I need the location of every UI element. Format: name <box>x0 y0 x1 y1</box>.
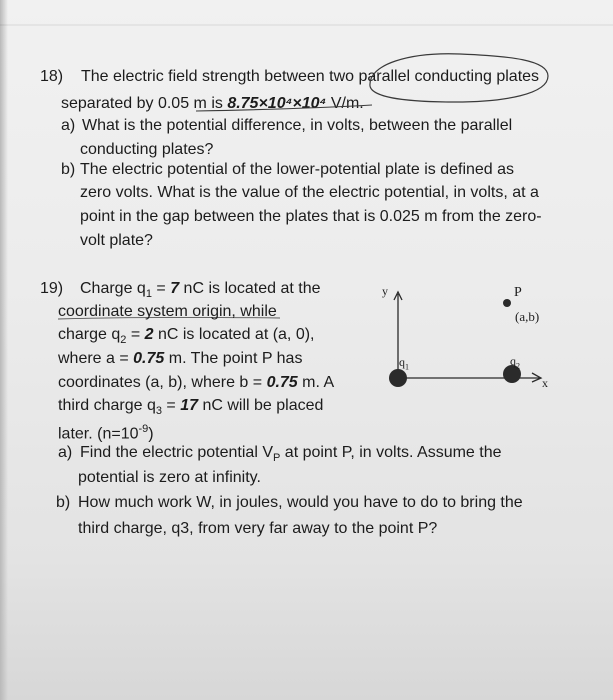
a-value: 0.75 <box>133 350 165 367</box>
question-18-stem-line-1: The electric field strength between two parallel conducting plates <box>81 68 540 85</box>
question-19b-label: b) <box>56 494 71 511</box>
question-19-line-3: charge $q_2 = 2$ nC is located at (a, 0), <box>58 326 315 347</box>
question-18a-label: a) <box>61 117 76 134</box>
question-19-line-1: Charge $q_1 = 7$ nC is located at the <box>80 280 321 301</box>
q3-value: 17 <box>180 397 198 414</box>
question-19-line-5: coordinates (a, b), where b = 0.75 m. A <box>58 374 335 391</box>
field-strength-value: 8.75×10⁴×10⁴ <box>227 95 327 112</box>
question-18b-line-4: volt plate? <box>80 232 153 249</box>
question-19a-line-2: potential is zero at infinity. <box>78 469 261 486</box>
question-18-stem-line-2: separated by 0.05 m is 8.75×10⁴×10⁴ V/m. <box>61 95 364 112</box>
point-p-coordinates: (a,b) <box>515 309 540 324</box>
question-18a-line-1: What is the potential difference, in volts, between the parallel <box>82 117 513 134</box>
charge-q1-label: $q_1$ <box>399 355 409 372</box>
question-18b-line-3: point in the gap between the plates that is 0.025 m from the zero- <box>80 208 542 225</box>
point-p-label: P <box>514 285 522 300</box>
diagram-canvas <box>370 282 560 402</box>
question-19-line-2: coordinate system origin, while <box>58 303 277 320</box>
question-18a-line-2: conducting plates? <box>80 141 214 158</box>
charge-diagram <box>370 282 560 402</box>
question-19-line-4: where a = 0.75 m. The point P has <box>58 350 303 367</box>
question-18b-label: b) <box>61 161 76 178</box>
question-18b-line-2: zero volts. What is the value of the electric potential, in volts, at a <box>80 184 539 201</box>
y-axis-label: y <box>382 284 388 298</box>
q2-value: 2 <box>144 326 154 343</box>
question-19b-line-2: third charge, q3, from very far away to the point P? <box>78 520 438 537</box>
x-axis-label: x <box>542 376 548 390</box>
question-19-number: 19) <box>40 280 64 297</box>
question-19a-line-1: Find the electric potential $V_P$ at point P, in volts. Assume the <box>80 444 502 465</box>
question-19a-label: a) <box>58 444 73 461</box>
question-19-line-7: later. $(n=10^{-9})$ <box>58 423 154 443</box>
charge-q1-dot <box>389 369 407 387</box>
b-value: 0.75 <box>266 374 298 391</box>
q1-value: 7 <box>170 280 180 297</box>
question-19b-line-1: How much work W, in joules, would you have to do to bring the <box>78 494 523 511</box>
question-19-line-6: third charge $q_3 = 17$ nC will be placed <box>58 397 324 418</box>
charge-q2-label: $q_2$ <box>510 354 520 371</box>
question-18-number: 18) <box>40 68 64 85</box>
page-edge-shadow <box>0 0 8 700</box>
question-18b-line-1: The electric potential of the lower-potential plate is defined as <box>80 161 515 178</box>
point-p-dot <box>503 299 511 307</box>
paper-fold <box>0 24 613 26</box>
